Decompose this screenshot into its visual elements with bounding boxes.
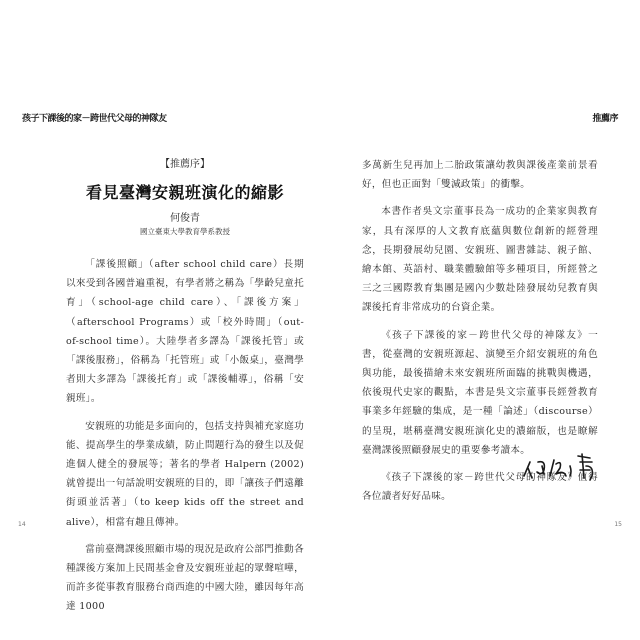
paragraph: 本書作者吳文宗董事長為一成功的企業家與教育家，具有深厚的人文教育底蘊與數位創新的經營理念，長期發展幼兒園、安親班、圖書雜誌、親子館、繪本館、英語村、職業體驗館等多種項目，所經營之三之三國際教育集團是國內少數赴陸發展幼兒教育與課後托育非常成功的台資企業。 [362, 206, 598, 314]
paragraph: 《孩子下課後的家－跨世代父母的神隊友》值得各位讀者好好品味。 [362, 472, 598, 503]
page-number-left: 14 [18, 521, 26, 528]
paragraph: 當前臺灣課後照顧市場的現況是政府公部門推動各種課後方案加上民間基金會及安親班並起的眾聲喧嘩，而許多從事教育服務台商西進的中國大陸，雖因每年高達 1000 [66, 543, 304, 613]
author-affiliation: 國立臺東大學教育學系教授 [140, 227, 230, 236]
paragraph: 安親班的功能是多面向的，包括支持與補充家庭功能、提高學生的學業成績，防止問題行為的發生以及促進個人健全的發展等；著名的學者 Halpern (2002) 就曾提出一句話說明安親班的目的，即「讓孩子們遠離街頭並活著」（to keep kids off the street and alive），相當有趣且傳神。 [66, 420, 304, 528]
running-head-section: 推薦序 [592, 114, 618, 124]
paragraph: 「課後照顧」（after school child care）長期以來受到各國普遍重視，有學者將之稱為「學齡兒童托育」（school-age child care）、「課後方案」（afterschool Programs）或「校外時間」（out-of-school time）。大陸學者多譯為「課後托管」或「課後服務」，俗稱為「托管班」或「小飯桌」，臺灣學者則大多譯為「課後托育」或「課後輔導」，俗稱「安親班」。 [66, 259, 304, 405]
paragraph: 《孩子下課後的家－跨世代父母的神隊友》一書，從臺灣的安親班源起、演變至介紹安親班的角色與功能，最後描繪未來安親班所面臨的挑戰與機遇，依後現代史家的觀點，本書是吳文宗董事長經營教育事業多年經驗的集成，是一種「論述」（discourse）的呈現，堪稱臺灣安親班演化史的濃縮版，也是瞭解臺灣課後照顧發展史的重要參考讀本。 [362, 329, 598, 456]
page-number-right: 15 [614, 521, 622, 528]
handwritten-signature-icon [520, 448, 610, 484]
paragraph-continued: 多萬新生兒再加上二胎政策讓幼教與課後產業前景看好，但也正面對「雙減政策」的衝擊。 [362, 160, 598, 191]
page-title: 看見臺灣安親班演化的縮影 [85, 183, 284, 202]
left-page-content [66, 155, 304, 625]
author-name: 何俊青 [170, 213, 200, 224]
section-tag: 【推薦序】 [160, 159, 210, 170]
running-head-book-title: 孩子下課後的家－跨世代父母的神隊友 [22, 114, 167, 124]
